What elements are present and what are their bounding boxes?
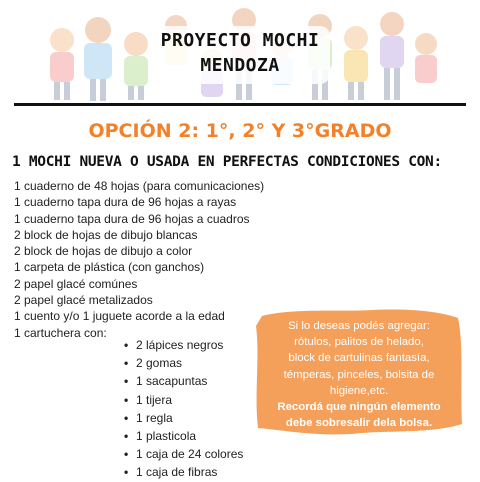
supply-list bbox=[14, 178, 264, 341]
note-text bbox=[252, 318, 466, 431]
list-item: • 1 tijera bbox=[124, 391, 243, 409]
note-callout bbox=[252, 306, 466, 438]
list-item: 1 cuaderno tapa dura de 96 hojas a cuadros bbox=[14, 211, 250, 226]
list-item: 2 block de hojas de dibujo a color bbox=[14, 244, 193, 259]
banner-title-line2: MENDOZA bbox=[200, 55, 280, 76]
cartuchera-list bbox=[124, 336, 243, 482]
list-item: • 2 gomas bbox=[124, 354, 243, 372]
option-heading: OPCIÓN 2: 1°, 2° Y 3°GRADO bbox=[88, 120, 392, 142]
note-warning-line: Recordá que ningún elemento bbox=[277, 401, 441, 414]
main-headline: 1 MOCHI NUEVA O USADA EN PERFECTAS CONDICIONES CON: bbox=[12, 154, 442, 170]
list-item: 2 papel glacé comúnes bbox=[14, 276, 138, 291]
note-line: Si lo deseas podés agregar: bbox=[288, 320, 430, 332]
list-item: 1 cuaderno tapa dura de 96 hojas a rayas bbox=[14, 195, 237, 210]
note-line: témperas, pinceles, bolsita de bbox=[283, 368, 435, 381]
list-item: 2 block de hojas de dibujo blancas bbox=[14, 227, 198, 242]
list-item: 1 cuaderno de 48 hojas (para comunicaciones) bbox=[14, 179, 265, 193]
list-item: 2 papel glacé metalizados bbox=[14, 293, 153, 308]
list-item: 1 cuento y/o 1 juguete acorde a la edad bbox=[14, 309, 225, 324]
note-line: rótulos, palitos de helado, bbox=[294, 336, 424, 349]
list-item: • 2 lápices negros bbox=[124, 336, 243, 354]
list-item: • 1 sacapuntas bbox=[124, 372, 243, 390]
note-warning-line: debe sobresalir dela bolsa. bbox=[285, 417, 433, 430]
list-item: • 1 caja de 24 colores bbox=[124, 445, 243, 463]
header-banner bbox=[0, 0, 480, 112]
list-item: • 1 regla bbox=[124, 409, 243, 427]
list-item: • 1 caja de fibras bbox=[124, 463, 243, 481]
list-item: 1 cartuchera con: bbox=[14, 325, 107, 340]
list-item: 1 carpeta de plástica (con ganchos) bbox=[14, 260, 205, 275]
banner-title-line1: PROYECTO MOCHI bbox=[160, 30, 320, 51]
note-line: block de cartulinas fantasía, bbox=[288, 352, 430, 365]
note-line: higiene,etc. bbox=[329, 384, 389, 397]
list-item: • 1 plasticola bbox=[124, 427, 243, 445]
